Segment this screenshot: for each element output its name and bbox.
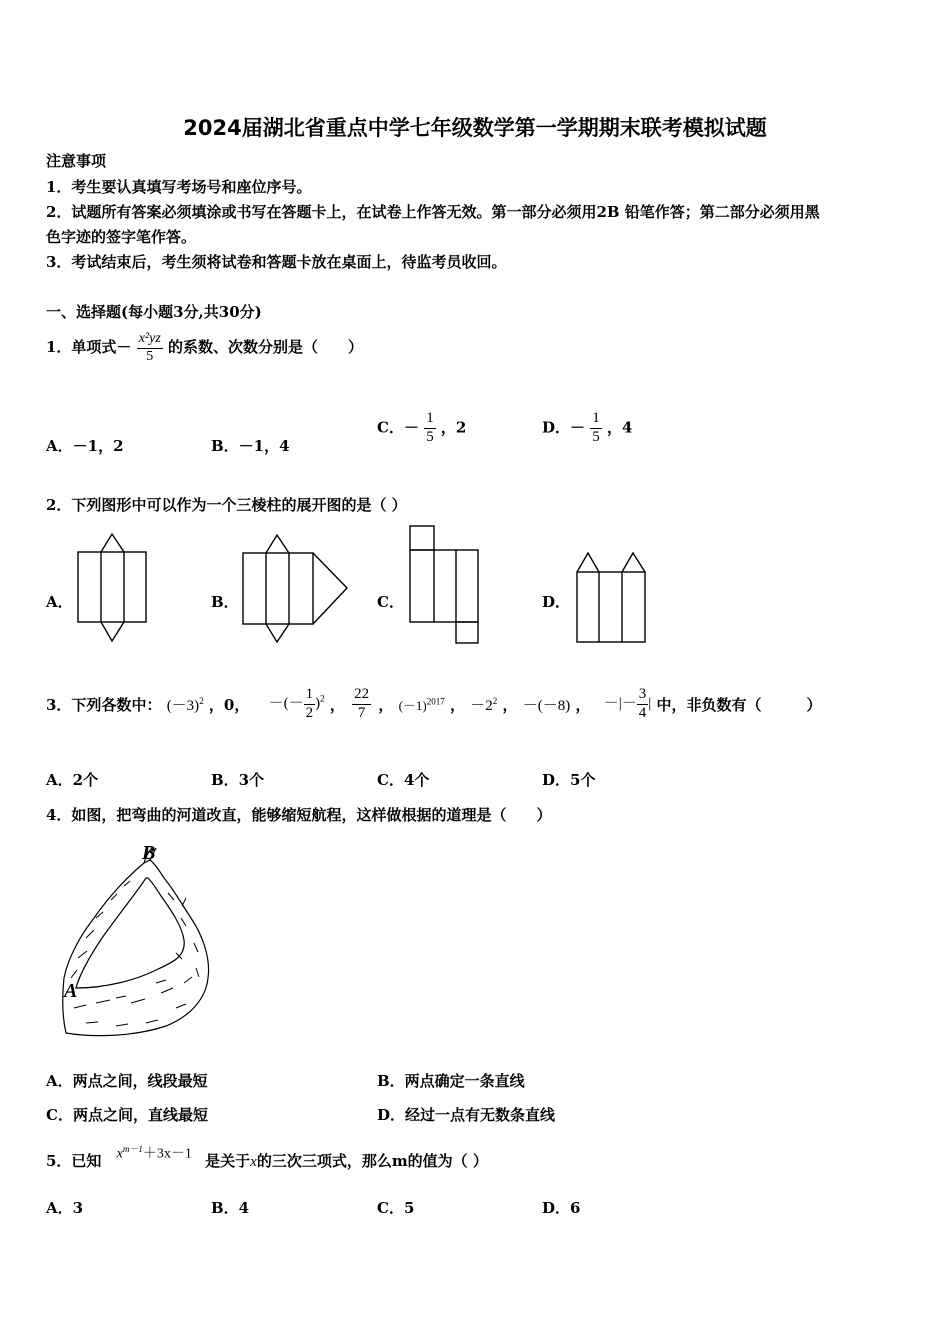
point-a-label: A — [64, 980, 78, 1002]
notice-item: 3．考试结束后，考生须将试卷和答题卡放在桌面上，待监考员收回。 — [46, 253, 507, 271]
q3-term-1: $(-3)^2$ — [166, 695, 204, 714]
river-figure — [56, 838, 221, 1043]
q4-option-d[interactable]: D．经过一点有无数条直线 — [377, 1106, 556, 1124]
q5-option-a[interactable]: A．3 — [46, 1199, 84, 1217]
q2-option-b[interactable]: B． — [211, 593, 239, 611]
section-heading: 一、选择题(每小题3分,共30分) — [46, 303, 262, 321]
notice-item: 色字迹的签字笔作答。 — [46, 228, 197, 246]
page-title: 2024届湖北省重点中学七年级数学第一学期期末联考模拟试题 — [183, 116, 767, 140]
q3-suffix: 中，非负数有（ ） — [656, 695, 822, 714]
q1-frac-den: 5 — [146, 348, 154, 364]
q3-term-7: －(－8) — [522, 697, 571, 714]
q3-option-b[interactable]: B．3个 — [211, 771, 265, 789]
q1-option-c[interactable]: C．－ $\frac{1}{5}$ ，2 — [377, 410, 467, 445]
q4-option-a[interactable]: A．两点之间，线段最短 — [46, 1072, 208, 1090]
notice-item: 1．考生要认真填写考场号和座位序号。 — [46, 178, 312, 196]
q1-c-fraction: $\frac{1}{5}$ — [426, 410, 434, 445]
question-2: 2．下列图形中可以作为一个三棱柱的展开图的是（ ） — [46, 496, 407, 514]
notice-heading: 注意事项 — [46, 152, 107, 170]
q2-option-d[interactable]: D． — [542, 593, 571, 611]
q5-option-d[interactable]: D．6 — [542, 1199, 581, 1217]
q2-figure-d — [575, 548, 649, 646]
q1-suffix: 的系数、次数分别是（ ） — [168, 338, 364, 357]
notice-item: 2．试题所有答案必须填涂或书写在答题卡上，在试卷上作答无效。第一部分必须用2B 铅笔作答；第二部分必须用黑 — [46, 203, 820, 221]
q1-prefix: 1．单项式－ — [46, 338, 132, 357]
q3-term-3: －(－ $\frac{1}{2}$ )$^2$ — [268, 686, 325, 721]
q3-term-4: $\frac{22}{7}$ — [354, 686, 370, 721]
q1-fraction — [137, 332, 163, 364]
question-1 — [46, 332, 363, 364]
q4-option-b[interactable]: B．两点确定一条直线 — [377, 1072, 525, 1090]
question-3: 3．下列各数中： $(-3)^2$ ，0， －(－ $\frac{1}{2}$ )$^2$ ， $\frac{22}{7}$ ， $(-1)^{2017}$ ， $-2^2$ ， －(－8) ， －|－ $\frac{3}{4}$ | 中，非负数有（ ） — [46, 686, 822, 721]
q2-figure-b — [241, 531, 351, 646]
q3-term-8: －|－ $\frac{3}{4}$ | — [603, 686, 652, 721]
q2-figure-a — [76, 531, 150, 646]
point-b-label: B — [142, 842, 156, 864]
q3-term-6: $-2^2$ — [470, 695, 498, 714]
q5-expression: $x^{m-1}+3x-1$ — [116, 1144, 192, 1162]
question-4: 4．如图，把弯曲的河道改直，能够缩短航程，这样做根据的道理是（ ） — [46, 806, 552, 824]
q3-prefix: 3．下列各数中： — [46, 695, 162, 714]
q3-option-c[interactable]: C．4个 — [377, 771, 430, 789]
question-5: 5．已知 $x^{m-1}+3x-1$ 是关于x的三次三项式，那么m的值为（ ） — [46, 1144, 488, 1170]
q2-option-a[interactable]: A． — [46, 593, 73, 611]
q1-option-a[interactable]: A．－1，2 — [46, 437, 124, 455]
q2-figure-c — [408, 524, 482, 646]
q5-option-b[interactable]: B．4 — [211, 1199, 250, 1217]
q5-variable: x — [250, 1154, 257, 1170]
q1-option-b[interactable]: B．－1，4 — [211, 437, 290, 455]
q5-prefix: 5．已知 — [46, 1152, 102, 1170]
q2-option-c[interactable]: C． — [377, 593, 404, 611]
q1-d-fraction: $\frac{1}{5}$ — [592, 410, 600, 445]
q3-term-5: $(-1)^{2017}$ — [398, 696, 445, 713]
q3-option-a[interactable]: A．2个 — [46, 771, 99, 789]
q1-option-d[interactable]: D．－ $\frac{1}{5}$ ，4 — [542, 410, 633, 445]
q3-option-d[interactable]: D．5个 — [542, 771, 596, 789]
q1-frac-num: x²yz — [137, 332, 163, 349]
q4-option-c[interactable]: C．两点之间，直线最短 — [46, 1106, 208, 1124]
q5-option-c[interactable]: C．5 — [377, 1199, 415, 1217]
